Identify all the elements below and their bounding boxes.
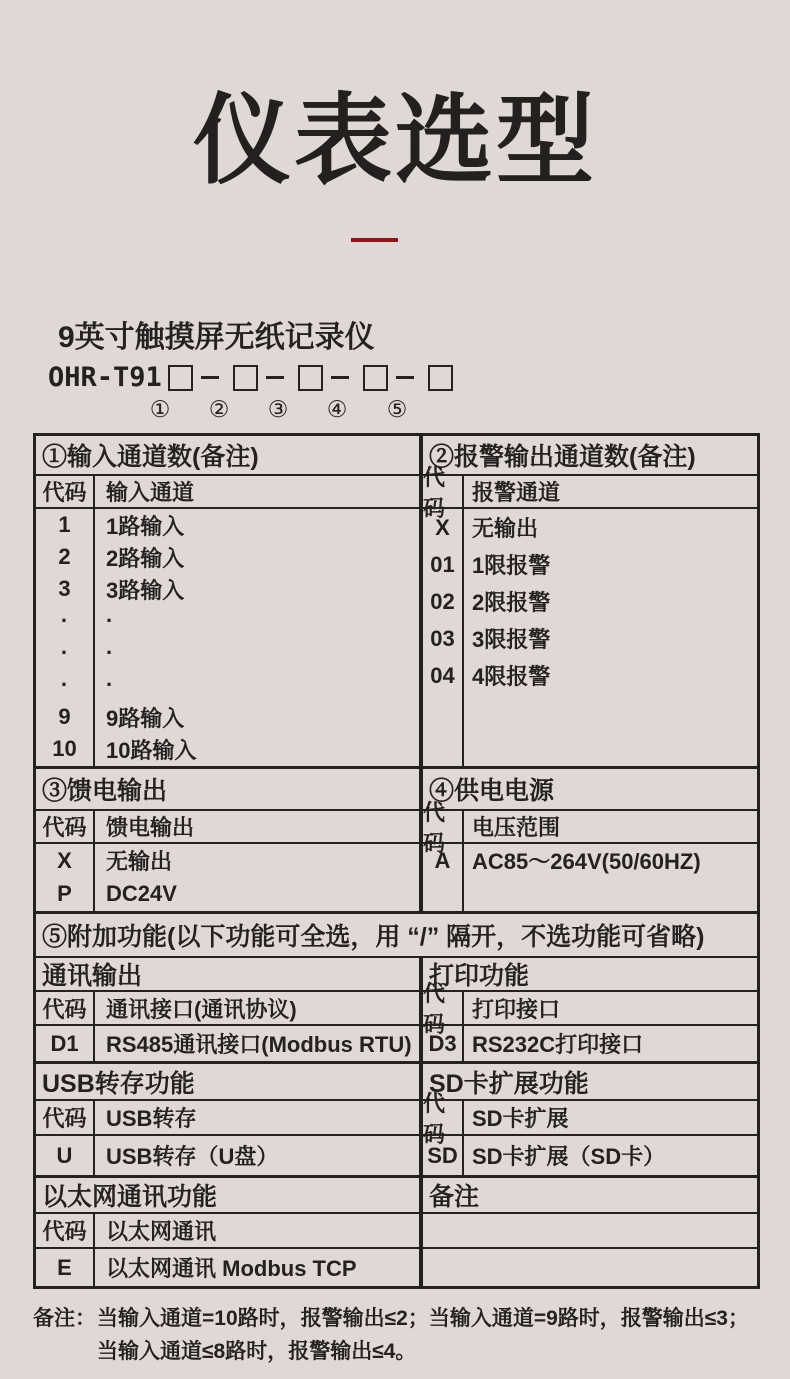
position-labels <box>0 396 790 422</box>
table-cell: D1 <box>36 1026 95 1061</box>
table-cell: 1 <box>58 512 71 537</box>
code-column <box>423 844 464 911</box>
input-channels-subheader <box>36 476 419 509</box>
table-cell: AC85～264V(50/60HZ) <box>472 849 701 874</box>
section-ethernet-remark <box>36 1175 757 1286</box>
code-column-header: 代码 <box>36 811 95 842</box>
code-column-header: 代码 <box>36 992 95 1024</box>
sd-function-header: SD卡扩展功能 <box>423 1064 757 1101</box>
table-cell: · <box>106 640 114 665</box>
code-column <box>423 509 464 766</box>
code-column <box>36 509 95 766</box>
usb-function-header: USB转存功能 <box>36 1064 419 1101</box>
dash-separator <box>266 376 284 379</box>
table-cell: 02 <box>430 588 455 614</box>
table-cell: · <box>106 608 114 633</box>
table-cell: USB转存（U盘） <box>106 1144 279 1169</box>
table-cell: D3 <box>423 1026 464 1061</box>
remark-empty-row <box>423 1214 757 1249</box>
input-channels-panel <box>36 436 423 766</box>
comm-output-row <box>36 1026 419 1061</box>
code-column <box>36 844 95 911</box>
alarm-outputs-rows <box>423 509 757 766</box>
section-usb-sd <box>36 1061 757 1175</box>
product-name: 9英寸触摸屏无纸记录仪 <box>58 321 375 354</box>
dash-separator <box>331 376 349 379</box>
table-cell: 10路输入 <box>106 737 197 763</box>
value-column <box>464 509 757 766</box>
model-option-box-2 <box>233 365 258 391</box>
power-supply-rows <box>423 844 757 911</box>
value-column-header: 电压范围 <box>472 815 561 840</box>
power-supply-header: ④供电电源 <box>423 769 757 811</box>
footnote-line-1: 当输入通道=10路时，报警输出≤2；当输入通道=9路时，报警输出≤3； <box>97 1307 749 1330</box>
model-option-box-5 <box>428 365 453 391</box>
table-cell: X <box>57 847 72 873</box>
table-cell: X <box>435 514 450 540</box>
table-cell: 9 <box>58 704 71 729</box>
input-channels-header: ①输入通道数(备注) <box>36 436 419 476</box>
footnote-text <box>97 1302 763 1368</box>
position-label-3: ③ <box>267 396 289 422</box>
power-supply-subheader <box>423 799 757 856</box>
code-column-header: 代码 <box>423 476 464 507</box>
table-cell: · <box>60 640 69 665</box>
table-cell: 3限报警 <box>472 627 551 652</box>
footnote-line-2: 当输入通道≤8路时，报警输出≤4。 <box>97 1340 417 1363</box>
dash-separator <box>396 376 414 379</box>
value-column-header: 以太网通讯 <box>106 1219 217 1244</box>
comm-output-subheader <box>36 992 419 1026</box>
code-column-header: 代码 <box>423 811 464 842</box>
table-cell: SD卡扩展（SD卡） <box>472 1144 666 1169</box>
section-feed-power <box>36 766 757 911</box>
table-cell: · <box>60 672 69 697</box>
value-column-header: 馈电输出 <box>106 815 195 840</box>
usb-function-row <box>36 1136 419 1175</box>
table-cell: 1限报警 <box>472 553 551 578</box>
dash-separator <box>201 376 219 379</box>
selection-table <box>33 433 760 1289</box>
position-label-2: ② <box>208 396 230 422</box>
table-cell: A <box>434 847 451 873</box>
print-function-subheader <box>423 981 757 1037</box>
position-label-5: ⑤ <box>386 396 408 422</box>
footnote-label: 备注： <box>33 1307 96 1330</box>
sd-function-row <box>423 1136 757 1175</box>
print-function-panel <box>423 958 757 1061</box>
table-cell: 01 <box>430 551 455 577</box>
code-column-header: 代码 <box>36 1101 95 1134</box>
position-label-1: ① <box>149 396 171 422</box>
table-cell: 2路输入 <box>106 545 185 571</box>
section-additional-functions <box>36 911 757 1061</box>
feed-output-subheader <box>36 811 419 844</box>
ethernet-function-row <box>36 1249 419 1286</box>
table-cell: 2限报警 <box>472 590 551 615</box>
table-cell: U <box>36 1136 95 1175</box>
table-cell: 3 <box>58 576 71 601</box>
feed-output-rows <box>36 844 419 911</box>
code-column-header: 代码 <box>423 1101 464 1134</box>
value-column-header: 打印接口 <box>472 996 561 1022</box>
table-cell: 04 <box>430 662 455 688</box>
table-cell: SD <box>423 1136 464 1175</box>
table-cell: 无输出 <box>106 849 173 874</box>
table-cell: 无输出 <box>472 516 539 541</box>
table-cell: 2 <box>58 544 71 569</box>
ethernet-function-panel <box>36 1178 423 1286</box>
table-cell: 以太网通讯 Modbus TCP <box>106 1256 357 1281</box>
comm-output-header: 通讯输出 <box>36 958 419 992</box>
table-cell: · <box>106 672 114 697</box>
table-cell: RS485通讯接口(Modbus RTU) <box>106 1032 412 1057</box>
usb-function-panel <box>36 1064 423 1175</box>
value-column-header: SD卡扩展 <box>472 1106 569 1131</box>
model-prefix: OHR-T91 <box>48 362 162 393</box>
table-cell: 03 <box>430 625 455 651</box>
table-cell: 1路输入 <box>106 513 185 539</box>
model-option-box-1 <box>168 365 193 391</box>
table-cell: 9路输入 <box>106 705 185 731</box>
value-column <box>464 844 757 911</box>
value-column <box>95 509 419 766</box>
print-function-header: 打印功能 <box>423 958 757 992</box>
section-input-alarm <box>36 436 757 766</box>
input-channels-rows <box>36 509 419 766</box>
page-title: 仪表选型 <box>192 85 597 195</box>
value-column-header: USB转存 <box>106 1106 197 1131</box>
value-column <box>95 844 419 911</box>
model-code-line <box>48 362 453 393</box>
model-option-box-4 <box>363 365 388 391</box>
value-column-header: 通讯接口(通讯协议) <box>106 996 297 1022</box>
position-label-4: ④ <box>326 396 348 422</box>
value-column-header: 报警通道 <box>472 480 561 505</box>
model-option-box-3 <box>298 365 323 391</box>
table-cell: · <box>60 608 69 633</box>
footnote <box>33 1302 763 1368</box>
code-column-header: 代码 <box>423 992 464 1024</box>
remark-empty-row <box>423 1249 757 1286</box>
table-cell: RS232C打印接口 <box>472 1032 644 1057</box>
sd-function-subheader <box>423 1090 757 1147</box>
remark-panel <box>423 1178 757 1286</box>
value-column-header: 输入通道 <box>106 480 195 505</box>
alarm-outputs-header: ②报警输出通道数(备注) <box>423 436 757 476</box>
feed-output-header: ③馈电输出 <box>36 769 419 811</box>
table-cell: P <box>57 880 72 906</box>
print-function-row <box>423 1026 757 1061</box>
table-cell: E <box>36 1249 95 1286</box>
usb-function-subheader <box>36 1101 419 1136</box>
comm-output-panel <box>36 958 423 1061</box>
alarm-outputs-subheader <box>423 464 757 521</box>
ethernet-function-subheader <box>36 1214 419 1249</box>
table-cell: DC24V <box>106 880 177 906</box>
power-supply-panel <box>423 769 757 911</box>
code-column-header: 代码 <box>36 476 95 507</box>
title-accent-dash <box>351 238 398 242</box>
sd-function-panel <box>423 1064 757 1175</box>
table-cell: 3路输入 <box>106 577 185 603</box>
feed-output-panel <box>36 769 423 911</box>
remark-header: 备注 <box>423 1178 757 1214</box>
code-column-header: 代码 <box>36 1214 95 1247</box>
additional-functions-banner: ⑤附加功能(以下功能可全选，用 “/” 隔开，不选功能可省略) <box>36 914 757 958</box>
table-cell: 10 <box>52 736 77 761</box>
table-cell: 4限报警 <box>472 664 551 689</box>
alarm-outputs-panel <box>423 436 757 766</box>
ethernet-function-header: 以太网通讯功能 <box>36 1178 419 1214</box>
